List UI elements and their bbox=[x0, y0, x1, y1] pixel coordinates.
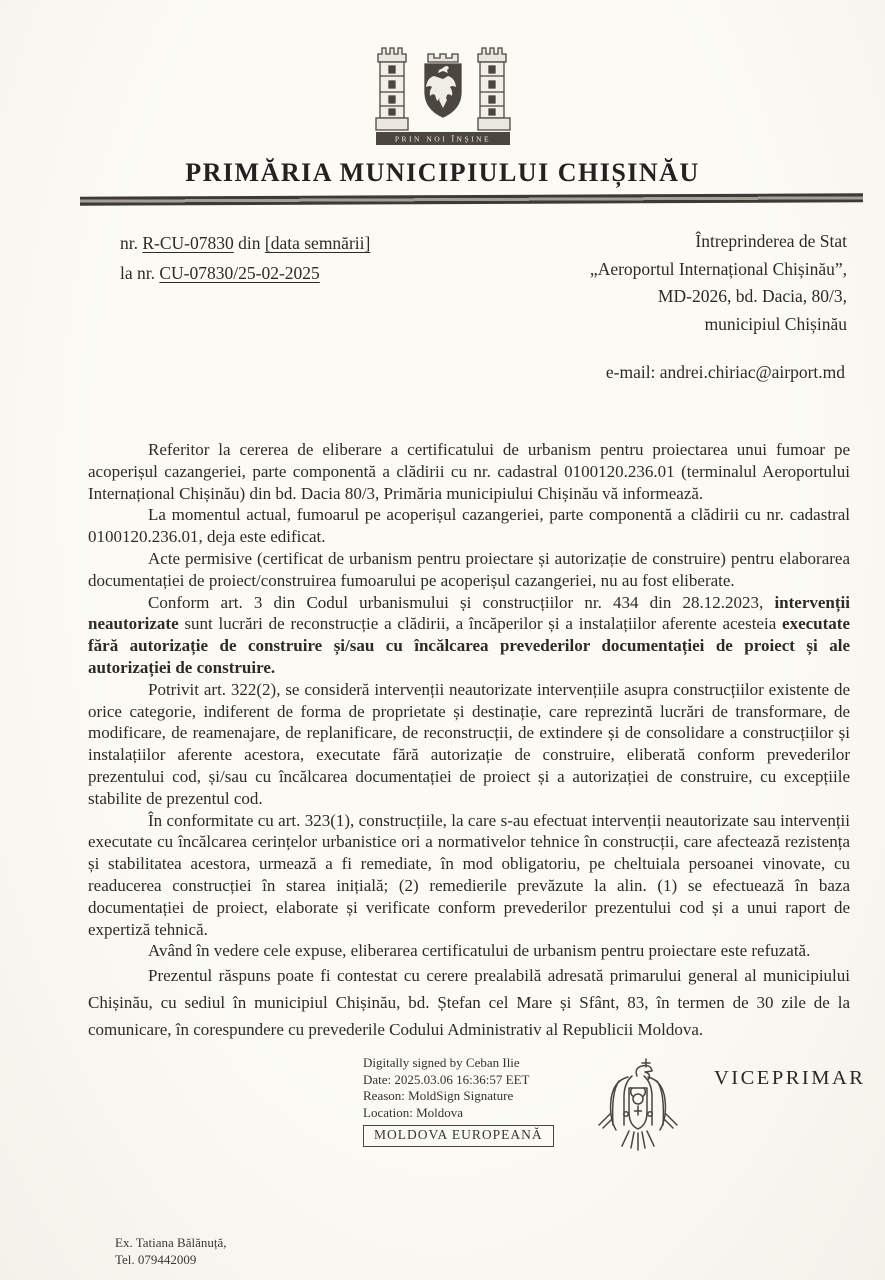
text: sunt lucrări de reconstrucție a clădirii, a încăperilor și a instalațiilor aferente acesteia bbox=[178, 614, 783, 634]
bold-text: executate fără autorizație de construire și/sau cu încălcarea prevederilor documentației de proiect și ale autorizației de construire. bbox=[88, 614, 850, 677]
body-paragraph bbox=[88, 439, 850, 504]
addressee-line: municipiul Chișinău bbox=[704, 313, 847, 334]
city-coat-of-arms-icon bbox=[367, 40, 519, 152]
addressee-line: „Aeroportul Internațional Chișinău”, bbox=[589, 258, 847, 279]
text: la nr. bbox=[120, 263, 160, 283]
signature-date: Date: 2025.03.06 16:36:57 EET bbox=[363, 1071, 530, 1087]
reference-section bbox=[0, 228, 885, 338]
addressee-block bbox=[370, 228, 885, 338]
text: Acte permisive (certificat de urbanism pentru proiectare și autorizație de construire) pentru elaborarea documentației de proiect/construirea fumoarului pe acoperișul cazangeriei, nu au fost eliberate. bbox=[88, 548, 850, 590]
text: Potrivit art. 322(2), se consideră intervenții neautorizate intervențiile asupra construcțiilor existente de orice categorie, indiferent de forma de proprietate și destinație, care reprezintă lucrări de transformare, de modificare, de reamenajare, de replanificare, de reconstrucții, de extindere și de consolidare a construcțiilor și instalațiilor aferente acestora, executate fără autorizație de construire, eliberată conform prevederilor prezentului cod, și/sau cu încălcarea documentației de proiect și a autorizației de construire, cu excepțiile stabilite de prezentul cod. bbox=[88, 679, 850, 808]
state-emblem-icon bbox=[588, 1053, 688, 1165]
body-paragraph bbox=[88, 548, 850, 592]
header-divider bbox=[80, 193, 863, 205]
text: R-CU-07830 bbox=[142, 233, 234, 253]
letter-body bbox=[88, 439, 850, 1043]
text: Prezentul răspuns poate fi contestat cu cerere prealabilă adresată primarului general al municipiului Chișinău, cu sediul în municipiul Chișinău, bd. Ștefan cel Mare și Sfânt, 83, în termen de 30 zile de la comunicare, în corespundere cu prevederile Codului Administrativ al Republicii Moldova. bbox=[88, 966, 850, 1040]
text: Referitor la cererea de eliberare a certificatului de urbanism pentru proiectarea unui fumoar pe acoperișul cazangeriei, parte componentă a clădirii cu nr. cadastral 0100120.236.01 (terminalul Aeroportului Internațional Chișinău) din bd. Dacia 80/3, Primăria municipiului Chișinău vă informează. bbox=[88, 440, 850, 503]
body-paragraph bbox=[88, 679, 850, 810]
signature-stamp-box: MOLDOVA EUROPEANĂ bbox=[363, 1125, 554, 1147]
addressee-email: e-mail: andrei.chiriac@airport.md bbox=[605, 362, 845, 382]
signature-location: Location: Moldova bbox=[363, 1104, 464, 1120]
executor-phone: Tel. 079442009 bbox=[115, 1252, 197, 1267]
page-title: PRIMĂRIA MUNICIPIULUI CHIȘINĂU bbox=[185, 158, 700, 187]
body-paragraph bbox=[88, 810, 850, 941]
text: La momentul actual, fumoarul pe acoperișul cazangeriei, parte componentă a clădirii cu nr. cadastral 0100120.236.01, deja este edificat. bbox=[88, 505, 850, 547]
motto-text: PRIN NOI ÎNȘINE bbox=[394, 134, 491, 144]
body-paragraph bbox=[88, 592, 850, 679]
letterhead bbox=[0, 0, 885, 204]
bold-text: intervenții neautorizate bbox=[88, 592, 850, 634]
text: CU-07830/25-02-2025 bbox=[159, 263, 320, 283]
text: [data semnării] bbox=[264, 233, 371, 253]
body-paragraph bbox=[88, 504, 850, 548]
body-paragraph bbox=[88, 940, 850, 962]
text: Având în vedere cele expuse, eliberarea certificatului de urbanism pentru proiectare este refuzată. bbox=[148, 941, 811, 961]
addressee-line: MD-2026, bd. Dacia, 80/3, bbox=[657, 286, 847, 306]
incoming-number bbox=[120, 258, 370, 288]
text: din bbox=[233, 233, 265, 253]
addressee-line: Întreprinderea de Stat bbox=[695, 231, 847, 251]
text: În conformitate cu art. 323(1), construcțiile, la care s-au efectuat intervenții neautorizate sau intervenții executate cu încălcarea cerințelor urbanistice ori a normativelor tehnice în construcții, care afectează rezistența și stabilitatea acestora, urmează a fi remediate, în mod obligatoriu, pe cheltuiala persoanei vinovate, cu readucerea construcției în starea inițială; (2) remedierile prevăzute la alin. (1) se efectuează în baza documentației de proiect, elaborate și verificate conform prevederilor prezentului cod și a unui raport de expertiză tehnică. bbox=[88, 810, 850, 939]
reference-numbers bbox=[0, 228, 370, 338]
body-paragraph bbox=[88, 962, 850, 1043]
signatory-role: VICEPRIMAR bbox=[714, 1067, 866, 1090]
digital-signature-details bbox=[363, 1055, 554, 1147]
outgoing-number bbox=[120, 228, 370, 258]
signature-signer: Digitally signed by Ceban Ilie bbox=[363, 1055, 520, 1071]
text: nr. bbox=[120, 233, 143, 253]
executor-footer bbox=[115, 1234, 226, 1268]
signature-section bbox=[0, 1053, 885, 1183]
signature-reason: Reason: MoldSign Signature bbox=[363, 1088, 514, 1104]
text: Conform art. 3 din Codul urbanismului și construcțiilor nr. 434 din 28.12.2023, bbox=[148, 592, 775, 612]
executor-name: Ex. Tatiana Bălănuță, bbox=[115, 1235, 227, 1250]
